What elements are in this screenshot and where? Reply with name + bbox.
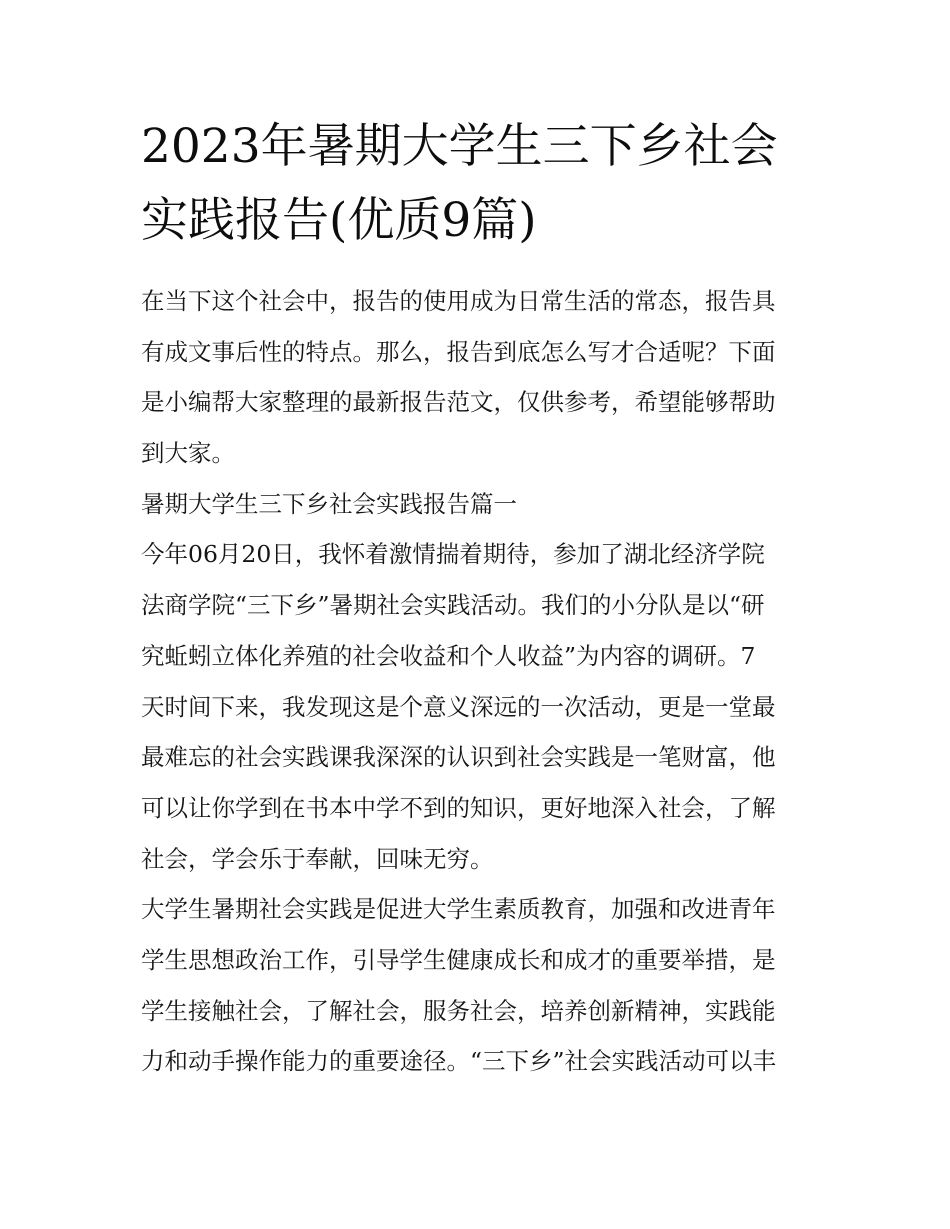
paragraph-line: 最难忘的社会实践课我深深的认识到社会实践是一笔财富，他 [141,743,776,772]
paragraph-line: 社会，学会乐于奉献，回味无穷。 [141,844,494,873]
paragraph-line: 是小编帮大家整理的最新报告范文，仅供参考，希望能够帮助 [141,388,776,417]
title-line: 2023年暑期大学生三下乡社会 [141,119,778,174]
paragraph-line: 学生接触社会，了解社会，服务社会，培养创新精神，实践能 [141,996,776,1025]
document-body [141,276,811,1087]
paragraph-line: 究蚯蚓立体化养殖的社会收益和个人收益”为内容的调研。7 [141,641,756,670]
document-title [141,110,811,258]
paragraph-line: 在当下这个社会中，报告的使用成为日常生活的常态，报告具 [141,287,776,315]
paragraph-line: 可以让你学到在书本中学不到的知识，更好地深入社会，了解 [141,793,776,822]
paragraph-line: 今年06月20日，我怀着激情揣着期待，参加了湖北经济学院 [141,540,765,569]
title-line: 实践报告(优质9篇) [141,193,537,248]
paragraph-line: 力和动手操作能力的重要途径。“三下乡”社会实践活动可以丰 [141,1047,777,1076]
paragraph-line: 有成文事后性的特点。那么，报告到底怎么写才合适呢？下面 [141,337,776,366]
section-heading: 暑期大学生三下乡社会实践报告篇一 [141,489,517,518]
paragraph-line: 学生思想政治工作，引导学生健康成长和成才的重要举措，是 [141,945,776,974]
paragraph-line: 天时间下来，我发现这是个意义深远的一次活动，更是一堂最 [141,692,776,721]
paragraph-line: 大学生暑期社会实践是促进大学生素质教育，加强和改进青年 [141,895,776,924]
document-content [141,110,811,1087]
paragraph-line: 法商学院“三下乡”暑期社会实践活动。我们的小分队是以“研 [141,591,765,620]
paragraph-line: 到大家。 [141,439,235,468]
